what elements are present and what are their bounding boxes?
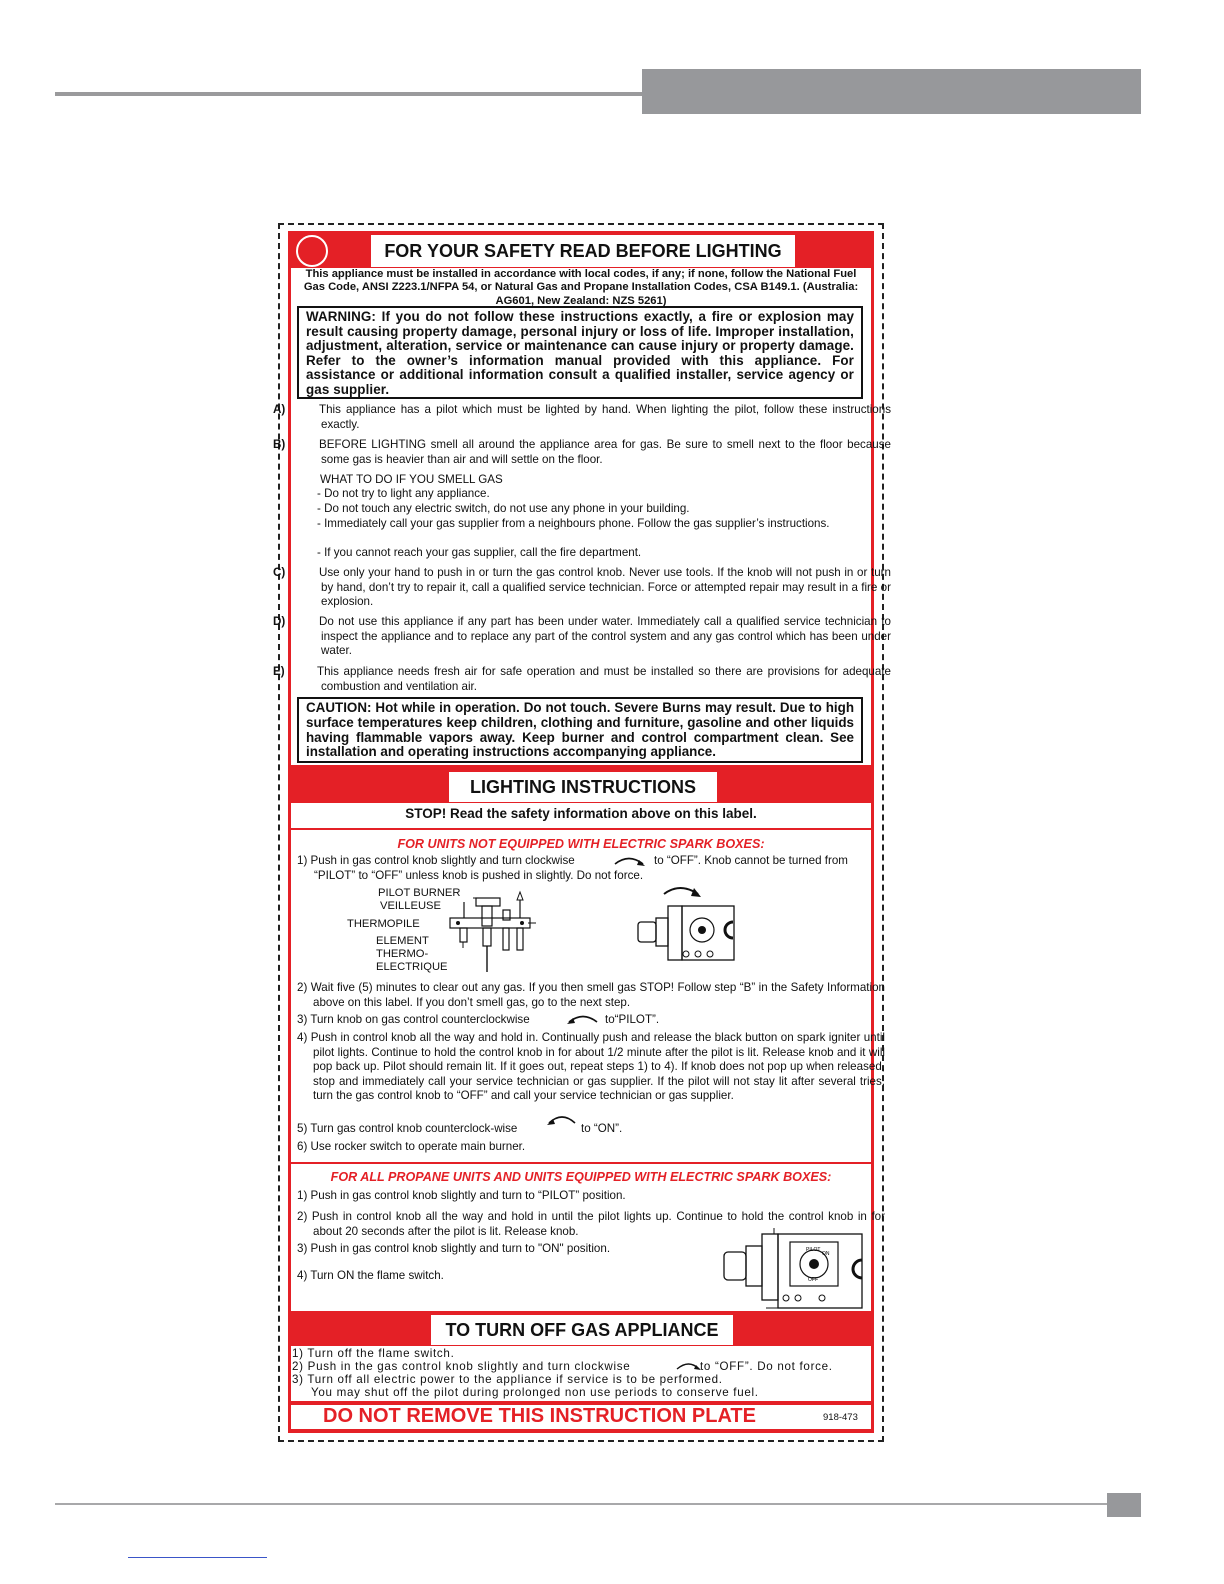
warning-box: WARNING: If you do not follow these instructions exactly, a fire or explosion may result causing property damage, personal injury or loss of life. Improper installation, adjustment, alteration, service or maintenance can cause injury or property damage. Refer to the owner’s information manual provided with this appliance. For assistance or additional information consult a qualified installer, service agency or gas supplier. <box>297 306 863 399</box>
step-3-text-cont: to“PILOT”. <box>605 1013 660 1026</box>
propane-step-1: 1) Push in gas control knob slightly and turn to “PILOT” position. <box>297 1189 626 1202</box>
step-1-text-cont: to “OFF”. Knob cannot be turned from <box>654 854 848 867</box>
propane-title: FOR ALL PROPANE UNITS AND UNITS EQUIPPED WITH ELECTRIC SPARK BOXES: <box>330 1170 832 1184</box>
label-element: ELEMENT <box>376 935 429 947</box>
label-thermo: THERMO- <box>376 948 429 960</box>
item-d <box>273 615 891 659</box>
smell-gas-title: WHAT TO DO IF YOU SMELL GAS <box>320 473 503 486</box>
section-divider <box>291 828 871 830</box>
svg-text:OFF: OFF <box>808 1277 818 1283</box>
step-5-text-cont: to “ON”. <box>581 1122 623 1135</box>
step-6: 6) Use rocker switch to operate main burner. <box>297 1140 526 1153</box>
label-pilot-burner: PILOT BURNER <box>378 887 461 899</box>
item-text: BEFORE LIGHTING smell all around the appliance area for gas. Be sure to smell next to the floor because some gas is heavier than air and will settle on the floor. <box>319 438 891 466</box>
turnoff-step-2-cont: to “OFF”. Do not force. <box>700 1360 833 1373</box>
step-4: 4) Push in control knob all the way and hold in. Continually push and release the black button on spark igniter until pilot lights. Continue to hold the control knob in for about 1/2 minute after the pilot is lit. Release knob and it will pop back up. Pilot should remain lit. If it goes out, repeat steps 1) to 4). If knob does not pop up when released, stop and immediately call your service technician or gas supplier. If the pilot will not stay lit after several tries, turn the gas control knob to “OFF” and call your service technician or gas supplier. <box>297 1031 885 1103</box>
warning-circle-icon <box>296 235 328 267</box>
counterclockwise-arrow-icon <box>566 1011 600 1025</box>
item-text: This appliance needs fresh air for safe operation and must be installed so there are provisions for adequate combustion and ventilation air. <box>317 665 891 693</box>
stop-line: STOP! Read the safety information above on this label. <box>405 806 757 821</box>
label-electrique: ELECTRIQUE <box>376 961 448 973</box>
turnoff-step-1: 1) Turn off the flame switch. <box>292 1347 455 1360</box>
propane-step-2: 2) Push in control knob all the way and hold in until the pilot lights up. Continue to hold the control knob in for about 20 seconds after the pilot is lit. Release knob. <box>297 1210 885 1238</box>
bottom-rule <box>55 1503 1109 1505</box>
footer-link-underline <box>128 1557 267 1558</box>
clockwise-arrow-icon <box>675 1359 703 1371</box>
gas-valve-diagram-pilot <box>722 1228 864 1310</box>
svg-text:PILOT: PILOT <box>806 1247 821 1253</box>
item-a <box>273 403 891 432</box>
item-letter: B) <box>273 438 286 451</box>
item-text: Use only your hand to push in or turn the gas control knob. Never use tools. If the knob will not push in or turn by hand, don’t try to repair it, call a qualified service technician. Force or attempted repair may result in a fire or explosion. <box>319 566 891 609</box>
item-text: This appliance has a pilot which must be lighted by hand. When lighting the pilot, follow these instructions exactly. <box>319 403 891 431</box>
pilot-assembly-diagram <box>440 890 540 976</box>
smell-gas-item: - Do not touch any electric switch, do not use any phone in your building. <box>317 502 690 515</box>
item-b <box>273 438 891 467</box>
clockwise-arrow-icon <box>612 853 648 867</box>
turnoff-step-2: 2) Push in the gas control knob slightly and turn clockwise <box>292 1360 631 1373</box>
step-3-text: 3) Turn knob on gas control counterclockwise <box>297 1013 530 1026</box>
item-letter: E) <box>273 665 285 678</box>
item-text: Do not use this appliance if any part has been under water. Immediately call a qualified service technician to inspect the appliance and to replace any part of the control system and any gas control which has been under water. <box>319 615 891 658</box>
step-2: 2) Wait five (5) minutes to clear out any gas. If you then smell gas STOP! Follow step “B” in the Safety Information above on this label. If you don’t smell gas, go to the next step. <box>297 981 885 1009</box>
step-1-text: 1) Push in gas control knob slightly and turn clockwise <box>297 854 575 867</box>
part-number: 918-473 <box>823 1412 858 1423</box>
turnoff-header: TO TURN OFF GAS APPLIANCE <box>431 1315 733 1345</box>
caution-box: CAUTION: Hot while in operation. Do not touch. Severe Burns may result. Due to high surface temperatures keep children, clothing and furniture, gasoline and other liquids having flammable vapors away. Keep burner and control compartment clean. See installation and operating instructions accompanying appliance. <box>297 697 863 763</box>
item-e <box>273 665 891 694</box>
top-rule <box>55 92 645 96</box>
turnoff-step-3: 3) Turn off all electric power to the appliance if service is to be performed. <box>292 1373 723 1386</box>
header-bar <box>642 69 1141 114</box>
gas-valve-diagram <box>636 882 736 972</box>
label-thermopile: THERMOPILE <box>347 918 420 930</box>
label-veilleuse: VEILLEUSE <box>380 900 441 912</box>
propane-step-3: 3) Push in gas control knob slightly and turn to "ON" position. <box>297 1242 611 1255</box>
item-letter: D) <box>273 615 286 628</box>
turnoff-step-3-note: You may shut off the pilot during prolonged non use periods to conserve fuel. <box>311 1386 759 1399</box>
item-letter: C) <box>273 566 286 579</box>
smell-gas-item: - Immediately call your gas supplier from a neighbours phone. Follow the gas supplier’s instructions. <box>317 517 830 530</box>
installation-codes: This appliance must be installed in accordance with local codes, if any; if none, follow the National Fuel Gas Code, ANSI Z223.1/NFPA 54, or Natural Gas and Propane Installation Codes, CSA B149.1. (Australia: AG601, New Zealand: NZS 5261) <box>303 268 859 307</box>
smell-gas-item: - Do not try to light any appliance. <box>317 487 490 500</box>
do-not-remove: DO NOT REMOVE THIS INSTRUCTION PLATE <box>323 1405 756 1427</box>
item-letter: A) <box>273 403 286 416</box>
safety-header: FOR YOUR SAFETY READ BEFORE LIGHTING <box>371 235 795 267</box>
counterclockwise-arrow-icon <box>547 1111 577 1125</box>
section-divider <box>291 1162 871 1164</box>
page-number-tab <box>1107 1493 1141 1517</box>
step-1-text-line2: “PILOT” to “OFF” unless knob is pushed in slightly. Do not force. <box>314 869 644 882</box>
no-spark-title: FOR UNITS NOT EQUIPPED WITH ELECTRIC SPARK BOXES: <box>397 837 765 851</box>
step-5-text: 5) Turn gas control knob counterclock-wise <box>297 1122 518 1135</box>
svg-text:ON: ON <box>822 1251 830 1257</box>
smell-gas-item: - If you cannot reach your gas supplier, call the fire department. <box>317 546 642 559</box>
item-c <box>273 566 891 610</box>
lighting-header: LIGHTING INSTRUCTIONS <box>449 772 717 802</box>
propane-step-4: 4) Turn ON the flame switch. <box>297 1269 444 1282</box>
